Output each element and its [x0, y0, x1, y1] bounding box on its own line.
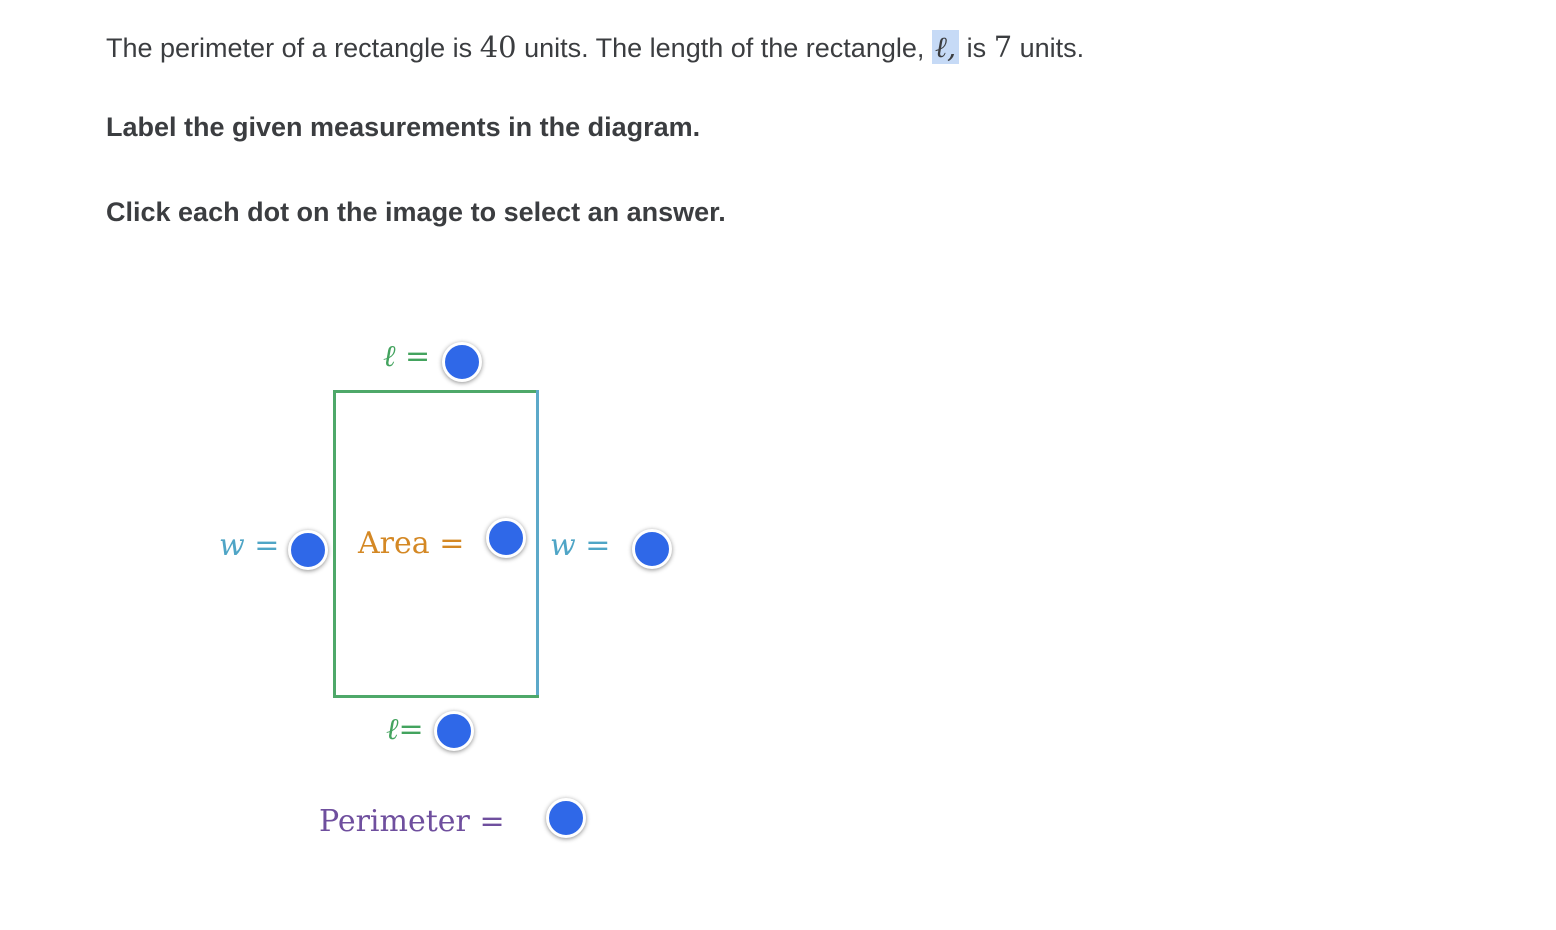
length-variable: ℓ,: [932, 30, 959, 64]
instruction-click-dots: Click each dot on the image to select an answer.: [106, 197, 726, 227]
bottom-length-answer-dot[interactable]: [434, 711, 474, 751]
bottom-length-var: ℓ: [386, 712, 399, 747]
perimeter-label: [319, 804, 505, 840]
problem-text-2: units. The length of the rectangle,: [516, 33, 932, 63]
rectangle-right-side: [536, 390, 539, 698]
top-length-label: [383, 339, 430, 375]
perimeter-value: 40: [479, 30, 517, 64]
area-label: [358, 526, 464, 562]
rectangle-bottom-side: [333, 695, 539, 698]
left-width-answer-dot[interactable]: [288, 530, 328, 570]
right-width-label: [550, 528, 610, 564]
right-width-answer-dot[interactable]: [632, 529, 672, 569]
top-length-answer-dot[interactable]: [442, 342, 482, 382]
area-text: Area: [358, 526, 430, 561]
bottom-length-label: [386, 712, 424, 748]
perimeter-answer-dot[interactable]: [546, 798, 586, 838]
instruction-label-measurements: Label the given measurements in the diagram.: [106, 112, 701, 142]
left-width-equals: =: [254, 528, 280, 563]
rectangle-top-side: [333, 390, 539, 393]
area-equals: =: [439, 526, 465, 561]
right-width-var: w: [550, 528, 576, 563]
length-value: 7: [993, 30, 1013, 64]
top-length-var: ℓ: [383, 339, 396, 374]
rectangle-left-side: [333, 390, 336, 698]
problem-text-4: units.: [1012, 33, 1085, 63]
perimeter-equals: =: [479, 804, 505, 839]
bottom-length-equals: =: [398, 712, 424, 747]
left-width-var: w: [219, 528, 245, 563]
area-answer-dot[interactable]: [486, 518, 526, 558]
problem-text-1: The perimeter of a rectangle is: [106, 33, 480, 63]
perimeter-text: Perimeter: [319, 804, 470, 839]
problem-text-3: is: [959, 33, 994, 63]
right-width-equals: =: [585, 528, 611, 563]
top-length-equals: =: [405, 339, 431, 374]
left-width-label: [219, 528, 279, 564]
problem-statement: [106, 28, 1084, 67]
